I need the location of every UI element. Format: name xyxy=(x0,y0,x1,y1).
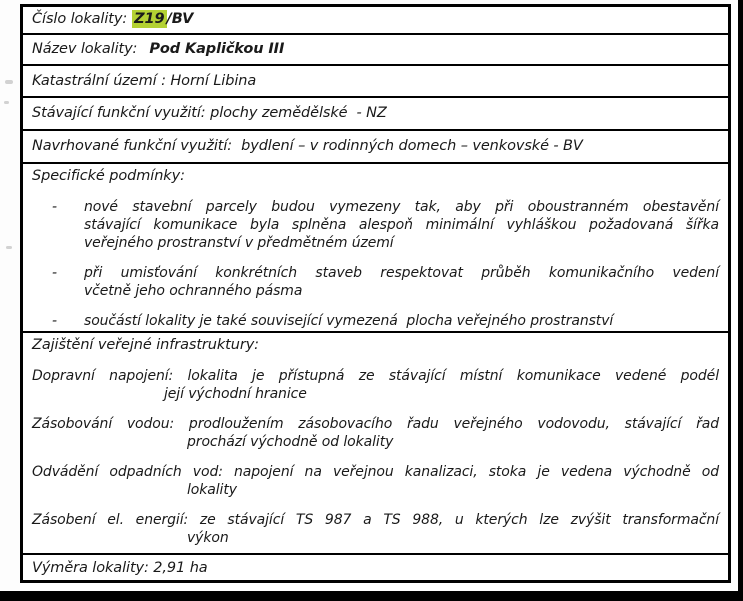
locality-name-value: Pod Kapličkou III xyxy=(149,41,285,57)
row-locality-name xyxy=(23,33,728,64)
scan-smudge xyxy=(4,101,9,104)
bullet-line: nové stavební parcely budou vymezeny tak, aby při oboustranném obestavění xyxy=(84,199,719,215)
bullet-line: veřejného prostranství v předmětném území xyxy=(84,235,394,251)
paragraph-line: Dopravní napojení: lokalita je přístupná ze stávající místní komunikace vedené podél xyxy=(32,368,719,384)
scan-edge-right xyxy=(738,0,743,601)
infrastructure-heading: Zajištění veřejné infrastruktury: xyxy=(32,337,259,353)
infrastructure-paragraph-water xyxy=(32,415,719,451)
locality-number-code-highlighted: Z19 xyxy=(134,11,165,27)
scan-edge-bottom xyxy=(0,591,743,601)
paragraph-line: Zásobení el. energií: ze stávající TS 987 a TS 988, u kterých lze zvýšit transformační xyxy=(32,512,719,528)
cadastral-area-text: Katastrální území : Horní Libina xyxy=(32,73,257,89)
specific-condition-item xyxy=(32,198,719,252)
bullet-line: včetně jeho ochranného pásma xyxy=(84,283,303,299)
row-locality-number xyxy=(23,7,728,33)
current-land-use-text: Stávající funkční využití: plochy zemědělské - NZ xyxy=(32,105,387,121)
paragraph-line: výkon xyxy=(187,530,229,546)
bullet-dash: - xyxy=(52,199,57,215)
bullet-dash: - xyxy=(52,313,57,329)
specific-condition-item xyxy=(32,264,719,300)
row-specific-conditions xyxy=(23,162,728,331)
paragraph-line: její východní hranice xyxy=(164,386,307,402)
row-cadastral-area xyxy=(23,64,728,96)
row-public-infrastructure xyxy=(23,331,728,553)
row-proposed-land-use xyxy=(23,129,728,162)
paragraph-line: Zásobování vodou: prodloužením zásobovacího řadu veřejného vodovodu, stávající řad xyxy=(32,416,719,432)
scan-smudge xyxy=(5,80,13,84)
locality-number-suffix: /BV xyxy=(166,11,194,27)
specific-condition-item xyxy=(32,312,719,330)
bullet-line: při umisťování konkrétních staveb respektovat průběh komunikačního vedení xyxy=(84,265,719,281)
infrastructure-paragraph-transport xyxy=(32,367,719,403)
proposed-land-use-text: Navrhované funkční využití: bydlení – v rodinných domech – venkovské - BV xyxy=(32,138,583,154)
locality-name-label: Název lokality: xyxy=(32,41,138,57)
bullet-line: součástí lokality je také související vymezená plocha veřejného prostranství xyxy=(84,313,614,329)
locality-info-table xyxy=(20,4,731,583)
locality-area-text: Výměra lokality: 2,91 ha xyxy=(32,560,208,576)
paragraph-line: lokality xyxy=(187,482,237,498)
infrastructure-paragraph-sewage xyxy=(32,463,719,499)
bullet-dash: - xyxy=(52,265,57,281)
row-current-land-use xyxy=(23,96,728,129)
specific-conditions-heading: Specifické podmínky: xyxy=(32,168,185,184)
paragraph-line: prochází východně od lokality xyxy=(187,434,394,450)
scan-smudge xyxy=(6,246,12,249)
paragraph-line: Odvádění odpadních vod: napojení na veřejnou kanalizaci, stoka je vedena východně od xyxy=(32,464,719,480)
locality-number-label: Číslo lokality: xyxy=(32,11,128,27)
infrastructure-paragraph-electricity xyxy=(32,511,719,547)
row-locality-area xyxy=(23,553,728,580)
bullet-line: stávající komunikace byla splněna alespoň minimální vyhláškou požadovaná šířka xyxy=(84,217,719,233)
